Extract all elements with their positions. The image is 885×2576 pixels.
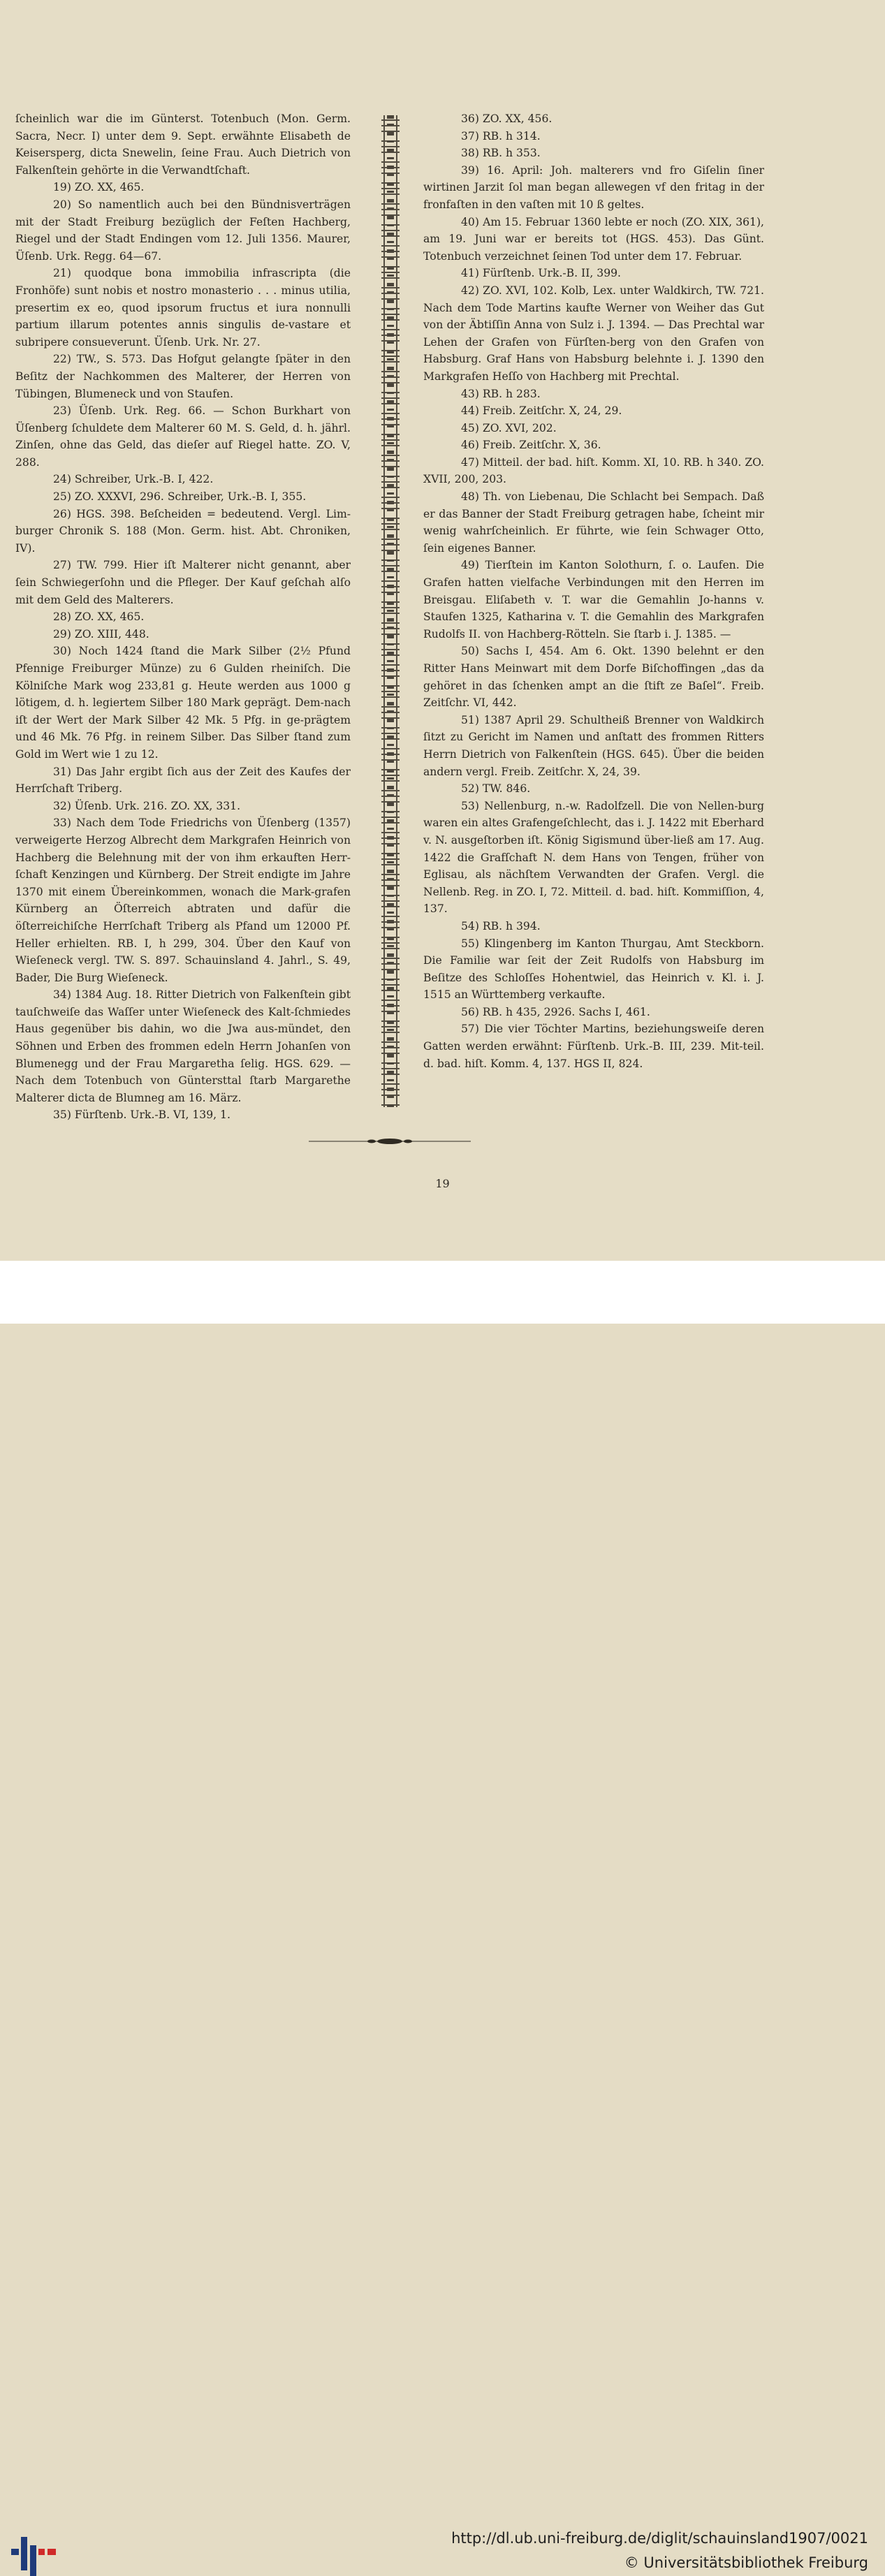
footnote-paragraph: 34) 1384 Aug. 18. Ritter Dietrich von Falkenſtein gibt tauſchweiſe das Waſſer unter Wieſeneck des Kalt-ſchmiedes Haus gegenüber bis dahin, wo die Jwa aus-mündet, den Söhnen und Erben des frommen edeln Herrn Johanſen von Blumenegg und der Frau Margaretha ſelig. HGS. 629. — Nach dem Totenbuch von Güntersttal ſtarb Margarethe Malterer dicta de Blumneg am 16. März. — [15, 988, 351, 1104]
right-column — [423, 110, 764, 1072]
scanned-page — [0, 0, 885, 1261]
vertical-ornament-divider — [381, 115, 400, 1107]
footnote-paragraph: 29) ZO. XIII, 448. — [53, 627, 149, 641]
page-number: 19 — [435, 1177, 450, 1190]
footnote-paragraph: 40) Am 15. Februar 1360 lebte er noch (ZO. XIX, 361), am 19. Juni war er bereits tot (HGS. 453). Das Günt. Totenbuch verzeichnet ſeinen Tod unter dem 17. Februar. — [423, 215, 764, 263]
footnote-paragraph: 45) ZO. XVI, 202. — [461, 421, 557, 434]
source-url-link[interactable]: http://dl.ub.uni-freiburg.de/diglit/schauinsland1907/0021 — [451, 2530, 868, 2547]
copyright-text: © Universitätsbibliothek Freiburg — [624, 2554, 868, 2571]
footnote-paragraph: 22) TW., S. 573. Das Hofgut gelangte ſpäter in den Beſitz der Nachkommen des Malterer, der Herren von Tübingen, Blumeneck und von Staufen. — [15, 353, 351, 400]
repository-footer — [0, 1261, 885, 2571]
footnote-paragraph: 21) quodque bona immobilia infrascripta (die Fronhöfe) sunt nobis et nostro monasterio . . . minus utilia, presertim ex eo, quod ipsorum fructus et iura nonnulli partium illarum potentes annis singulis de-vastare et subripere consueverunt. Üſenb. Urk. Nr. 27. — [15, 267, 351, 349]
left-column — [15, 110, 351, 1124]
footnote-paragraph: ſcheinlich war die im Günterst. Totenbuch (Mon. Germ. Sacra, Necr. I) unter dem 9. Sept. erwähnte Elisabeth de Keisersperg, dicta Snewelin, ſeine Frau. Auch Dietrich von Falkenſtein gehörte in die Verwandtſchaft. — [15, 112, 351, 177]
footnote-paragraph: 25) ZO. XXXVI, 296. Schreiber, Urk.-B. I, 355. — [53, 490, 307, 504]
footnote-paragraph: 37) RB. h 314. — [461, 129, 541, 142]
footnote-paragraph: 36) ZO. XX, 456. — [461, 112, 553, 125]
footnote-paragraph: 39) 16. April: Joh. malterers vnd fro Giſelin ſiner wirtinen Jarzit ſol man began allewegen vf den fritag in der fronfaſten in den vaſten mit 10 ß geltes. — [423, 163, 764, 211]
footnote-paragraph: 24) Schreiber, Urk.-B. I, 422. — [53, 473, 214, 486]
footnote-paragraph: 48) Th. von Liebenau, Die Schlacht bei Sempach. Daß er das Banner der Stadt Freiburg getragen habe, ſcheint mir wenig wahrſcheinlich. Er führte, wie ſein Schwager Otto, ſein eigenes Banner. — [423, 490, 764, 555]
university-library-logo — [11, 2530, 56, 2576]
footnote-paragraph: 35) Fürſtenb. Urk.-B. VI, 139, 1. — [53, 1108, 231, 1122]
footnote-paragraph: 43) RB. h 283. — [461, 387, 541, 400]
footnote-paragraph: 26) HGS. 398. Beſcheiden = bedeutend. Vergl. Lim-burger Chronik S. 188 (Mon. Germ. hist. Abt. Chroniken, IV). — [15, 507, 351, 555]
footnote-paragraph: 20) So namentlich auch bei den Bündnisverträgen mit der Stadt Freiburg bezüglich der Feſten Hachberg, Riegel und der Stadt Endingen vom 12. Juli 1356. Maurer, Üſenb. Urk. Regg. 64—67. — [15, 198, 351, 263]
footnote-paragraph: 56) RB. h 435, 2926. Sachs I, 461. — [461, 1005, 650, 1018]
footnote-paragraph: 49) Tierſtein im Kanton Solothurn, ſ. o. Laufen. Die Grafen hatten vielfache Verbindungen mit den Herren im Breisgau. Eliſabeth v. T. war die Gemahlin Jo-hanns v. Staufen 1325, Katharina v. T. die Gemahlin des Markgrafen Rudolfs II. von Hachberg-Rötteln. Sie ſtarb i. J. 1385. — — [423, 559, 764, 641]
footnote-paragraph: 44) Freib. Zeitſchr. X, 24, 29. — [461, 404, 622, 418]
footnote-paragraph: 27) TW. 799. Hier iſt Malterer nicht genannt, aber ſein Schwiegerſohn und die Pfleger. Der Kauf geſchah alſo mit dem Geld des Malterers. — [15, 559, 351, 606]
footnote-paragraph: 41) Fürſtenb. Urk.-B. II, 399. — [461, 267, 622, 280]
footnote-paragraph: 54) RB. h 394. — [461, 919, 541, 932]
footnote-paragraph: 33) Nach dem Tode Friedrichs von Üſenberg (1357) verweigerte Herzog Albrecht dem Markgrafen Heinrich von Hachberg die Belehnung mit der von ihm erkauften Herr-ſchaft Kenzingen und Kürnberg. Der Streit endigte im Jahre 1370 mit einem Übereinkommen, wonach die Mark-grafen Kürnberg an Öſterreich abtraten und dafür die öſterreichiſche Herrſchaft Triberg als Pfand um 12000 Pf. Heller erhielten. RB. I, h 299, 304. Über den Kauf von Wieſeneck vergl. TW. S. 897. Schauinsland 4. Jahrl., S. 49, Bader, Die Burg Wieſeneck. — [15, 817, 351, 984]
footnote-paragraph: 23) Üſenb. Urk. Reg. 66. — Schon Burkhart von Üſenberg ſchuldete dem Malterer 60 M. S. Geld, d. h. jährl. Zinſen, ohne das Geld, das dieſer auf Riegel hatte. ZO. V, 288. — [15, 404, 351, 469]
footnote-paragraph: 53) Nellenburg, n.-w. Radolfzell. Die von Nellen-burg waren ein altes Grafengeſchlecht, das i. J. 1422 mit Eberhard v. N. ausgeſtorben iſt. König Sigismund über-ließ am 17. Aug. 1422 die Grafſchaft N. dem Hans von Tengen, früher von Eglisau, als nächſtem Verwandten der Grafen. Vergl. die Nellenb. Reg. in ZO. I, 72. Mitteil. d. bad. hiſt. Kommiſſion, 4, 137. — [423, 799, 764, 916]
footnote-paragraph: 55) Klingenberg im Kanton Thurgau, Amt Steckborn. Die Familie war ſeit der Zeit Rudolfs von Habsburg im Beſitze des Schloſſes Hohentwiel, das Heinrich v. Kl. i. J. 1515 an Württemberg verkaufte. — [423, 937, 764, 1002]
footnote-paragraph: 28) ZO. XX, 465. — [53, 610, 145, 624]
footnote-paragraph: 32) Üſenb. Urk. 216. ZO. XX, 331. — [53, 799, 241, 812]
footnote-paragraph: 30) Noch 1424 ſtand die Mark Silber (2½ Pfund Pfennige Freiburger Münze) zu 6 Gulden rheiniſch. Die Kölniſche Mark wog 233,81 g. Heute werden aus 1000 g lötigem, d. h. legiertem Silber 180 Mark geprägt. Dem-nach iſt der Wert der Mark Silber 42 Mk. 5 Pfg. in ge-prägtem und 46 Mk. 76 Pfg. in reinem Silber. Das Silber ſtand zum Gold im Wert wie 1 zu 12. — [15, 645, 351, 761]
footnote-paragraph: 31) Das Jahr ergibt ſich aus der Zeit des Kaufes der Herrſchaft Triberg. — [15, 765, 351, 796]
footnote-paragraph: 19) ZO. XX, 465. — [53, 181, 145, 194]
footnote-paragraph: 52) TW. 846. — [461, 782, 531, 796]
footnote-paragraph: 51) 1387 April 29. Schultheiß Brenner von Waldkirch ſitzt zu Gericht im Namen und anſtatt des frommen Ritters Herrn Dietrich von Falkenſtein (HGS. 645). Über die beiden andern vergl. Freib. Zeitſchr. X, 24, 39. — [423, 713, 764, 778]
footnote-paragraph: 57) Die vier Töchter Martins, beziehungsweiſe deren Gatten werden erwähnt: Fürſtenb. Urk.-B. III, 239. Mit-teil. d. bad. hiſt. Komm. 4, 137. HGS II, 824. — [423, 1023, 764, 1070]
footnote-paragraph: 50) Sachs I, 454. Am 6. Okt. 1390 belehnt er den Ritter Hans Meinwart mit dem Dorfe Biſchoffingen „das da gehöret in das ſchenken ampt an die ſtift ze Baſel“. Freib. Zeitſchr. VI, 442. — [423, 645, 764, 710]
footnote-paragraph: 42) ZO. XVI, 102. Kolb, Lex. unter Waldkirch, TW. 721. Nach dem Tode Martins kaufte Werner von Weiher das Gut von der Äbtiſſin Anna von Sulz i. J. 1394. — Das Prechtal war Lehen der Grafen von Fürſten-berg von den Grafen von Habsburg. Graf Hans von Habsburg belehnte i. J. 1390 den Markgrafen Heſſo von Hachberg mit Prechtal. — [423, 284, 764, 383]
ornamental-rule — [309, 1138, 471, 1145]
footnote-paragraph: 47) Mitteil. der bad. hiſt. Komm. XI, 10. RB. h 340. ZO. XVII, 200, 203. — [423, 455, 764, 486]
footnote-paragraph: 38) RB. h 353. — [461, 147, 541, 160]
footnote-paragraph: 46) Freib. Zeitſchr. X, 36. — [461, 439, 601, 452]
